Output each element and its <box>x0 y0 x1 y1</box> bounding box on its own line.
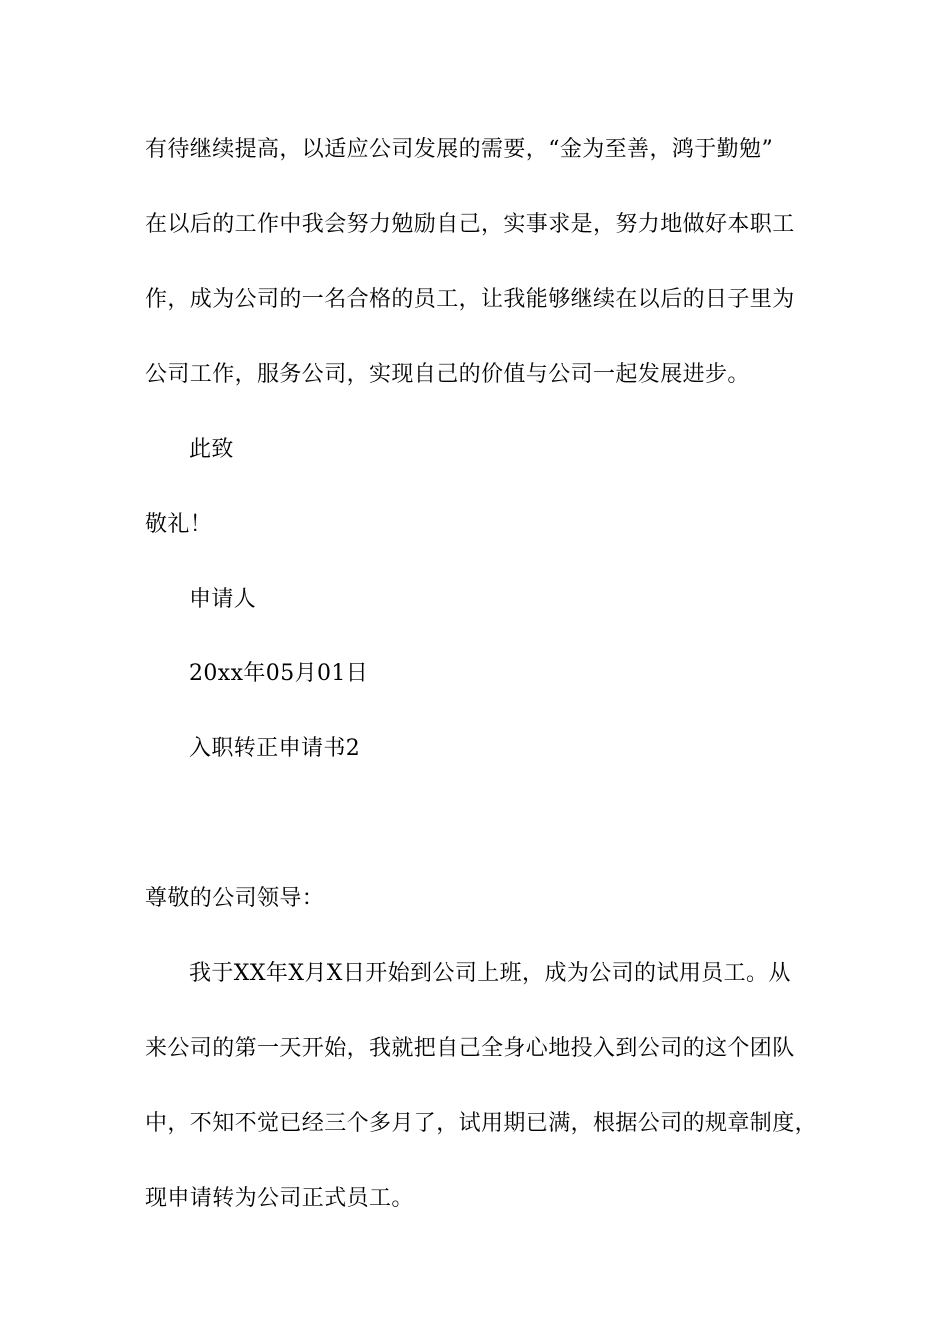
body-line: 中，不知不觉已经三个多月了，试用期已满，根据公司的规章制度， <box>145 1111 818 1136</box>
paragraph-line: 在以后的工作中我会努力勉励自己，实事求是，努力地做好本职工 <box>145 212 795 237</box>
paragraph-line: 公司工作，服务公司，实现自己的价值与公司一起发展进步。 <box>145 362 750 387</box>
body-line: 来公司的第一天开始，我就把自己全身心地投入到公司的这个团队 <box>145 1036 795 1061</box>
salutation: 尊敬的公司领导： <box>145 886 325 911</box>
body-line: 我于XX年X月X日开始到公司上班，成为公司的试用员工。从 <box>189 961 791 986</box>
signature-date: 20xx年05月01日 <box>189 661 369 686</box>
closing-phrase: 此致 <box>189 437 234 462</box>
section-title: 入职转正申请书2 <box>189 736 361 761</box>
paragraph-line: 有待继续提高，以适应公司发展的需要，“金为至善，鸿于勤勉” <box>145 137 774 162</box>
paragraph-line: 作，成为公司的一名合格的员工，让我能够继续在以后的日子里为 <box>145 287 795 312</box>
body-line: 现申请转为公司正式员工。 <box>145 1186 414 1211</box>
signature-label: 申请人 <box>189 587 257 612</box>
closing-salute: 敬礼！ <box>145 512 213 537</box>
